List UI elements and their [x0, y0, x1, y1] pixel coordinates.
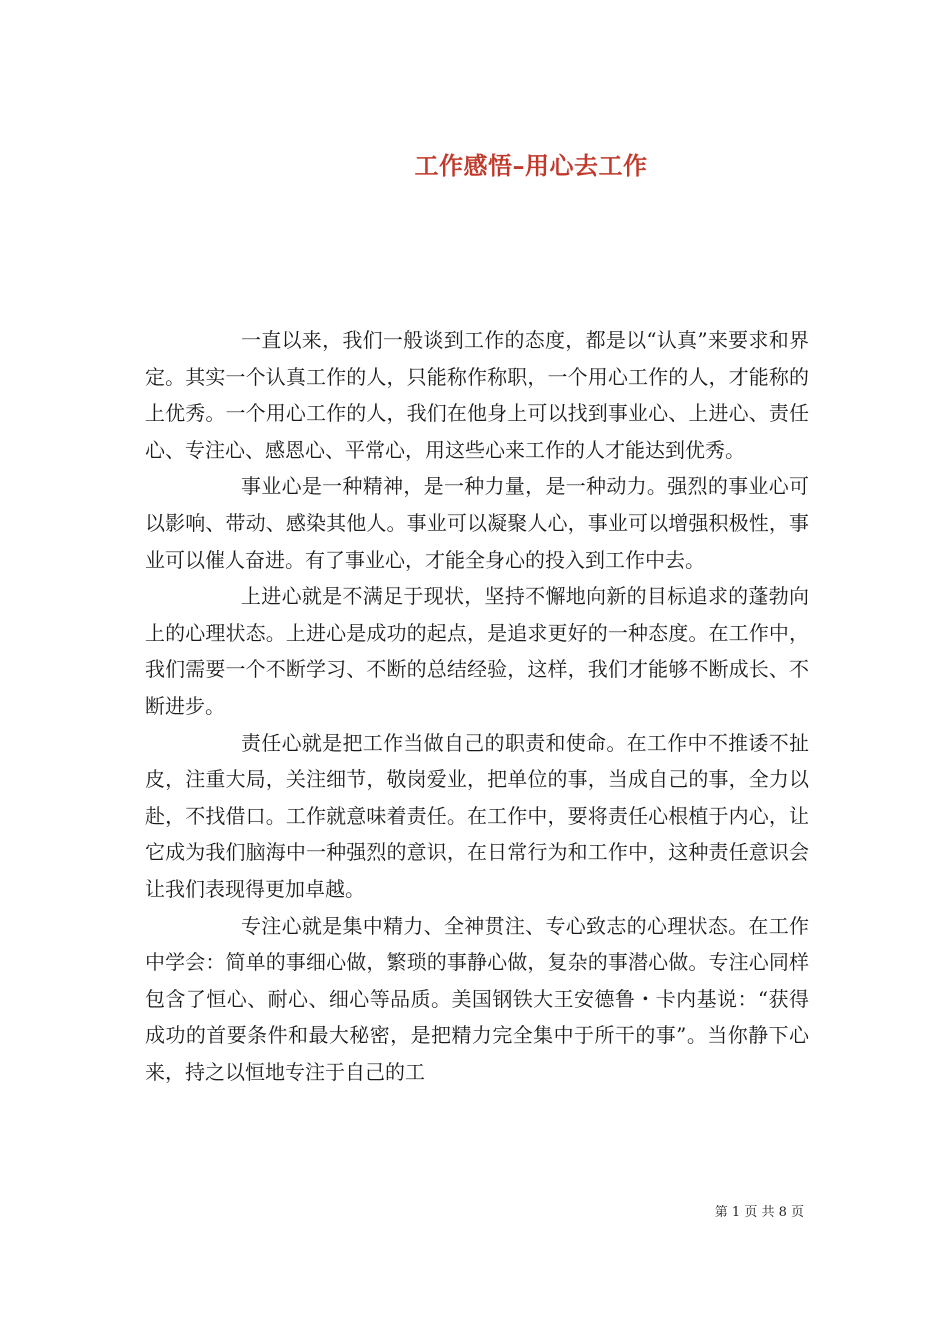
paragraph-focus-heart: 专注心就是集中精力、全神贯注、专心致志的心理状态。在工作中学会：简单的事细心做，繁琐的事静心做，复杂的事潜心做。专注心同样包含了恒心、耐心、细心等品质。美国钢铁大王安德鲁・卡内基说：“获得成功的首要条件和最大秘密，是把精力完全集中于所干的事”。当你静下心来，持之以恒地专注于自己的工 [145, 913, 809, 1084]
page-number-footer: 第 1 页 共 8 页 [714, 1205, 804, 1220]
paragraph-ambition-heart: 上进心就是不满足于现状，坚持不懈地向新的目标追求的蓬勃向上的心理状态。上进心是成功的起点，是追求更好的一种态度。在工作中，我们需要一个不断学习、不断的总结经验，这样，我们才能够不断成长、不断进步。 [145, 584, 809, 718]
paragraph-responsibility-heart: 责任心就是把工作当做自己的职责和使命。在工作中不推诿不扯皮，注重大局，关注细节，敬岗爱业，把单位的事，当成自己的事，全力以赴，不找借口。工作就意味着责任。在工作中，要将责任心根植于内心，让它成为我们脑海中一种强烈的意识，在日常行为和工作中，这种责任意识会让我们表现得更加卓越。 [145, 730, 809, 901]
paragraph-intro: 一直以来，我们一般谈到工作的态度，都是以“认真”来要求和界定。其实一个认真工作的人，只能称作称职，一个用心工作的人，才能称的上优秀。一个用心工作的人，我们在他身上可以找到事业心、上进心、责任心、专注心、感恩心、平常心，用这些心来工作的人才能达到优秀。 [145, 328, 809, 462]
document-title: 工作感悟–用心去工作 [414, 151, 648, 181]
paragraph-career-heart: 事业心是一种精神，是一种力量，是一种动力。强烈的事业心可以影响、带动、感染其他人。事业可以凝聚人心，事业可以增强积极性，事业可以催人奋进。有了事业心，才能全身心的投入到工作中去。 [145, 474, 809, 572]
document-body [145, 322, 809, 1090]
